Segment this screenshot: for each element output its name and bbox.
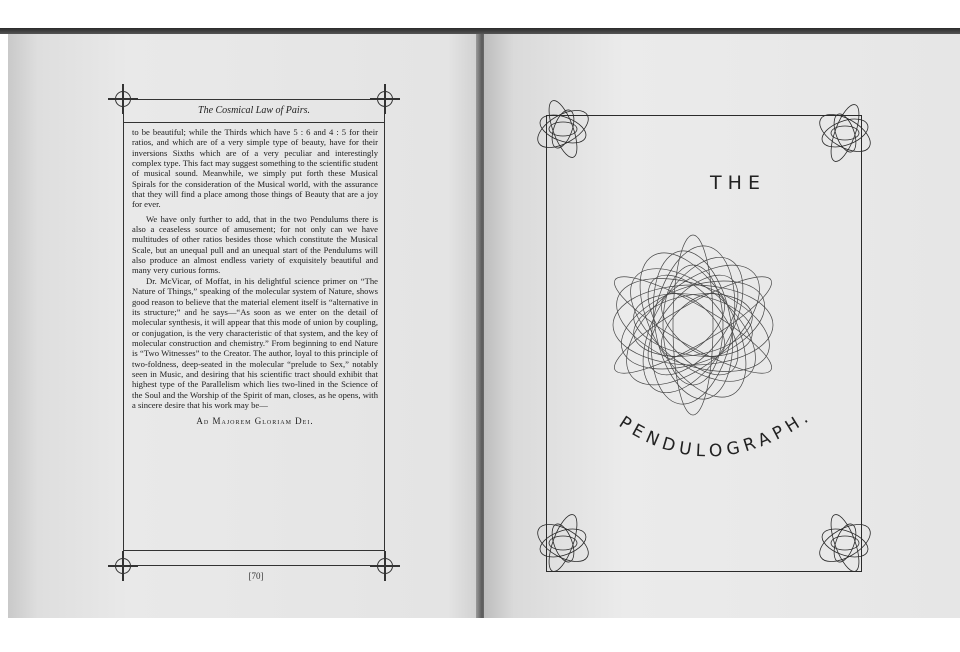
closing-dedication: Ad Majorem Gloriam Dei. — [196, 416, 314, 427]
page-number: [70] — [248, 571, 264, 581]
title-pendulograph — [600, 380, 860, 500]
paragraph: Dr. McVicar, of Moffat, in his delightful science primer on “The Nature of Things,” speaking of the molecular system of Nature, shows good reason to believe that the material element itself is “alternative in its structure;” and he says—“As soon as we enter on the detail of molecular synthesis, it will appear that this mode of union by coupling, or conjugation, is the very characteristic of that system, and the key of molecular construction and chemistry.” From beginning to end Nature is “Two Witnesses” to the Creator. The author, loyal to this principle of two-foldness, deep-seated in the molecular “prelude to Sex,” notably seen in Music, and desiring that his scientific tract should exhibit that highest type of the Parallelism which lies two-lined in the Science of the Soul and the Worship of the Spirit of man, closes, as he opens, with a sincere desire that his work may be— — [132, 275, 378, 410]
paragraph: to be beautiful; while the Thirds which have 5 : 6 and 4 : 5 for their ratios, and which are of a very simple type of beauty, have for their inversions Sixths which are of a very peculiar and interestingly complex type. This fact may suggest something to the scientific student of musical sound. Meanwhile, we simply put forth these Musical Spirals for the consideration of the Musical world, with the assurance that they will find a place among those things of Beauty that are a joy for ever. — [132, 127, 378, 210]
corner-spiral-icon — [528, 498, 598, 588]
paragraph: We have only further to add, that in the two Pendulums there is also a ceaseless source of amusement; for not only can we have multitudes of other ratios besides those which constitute the Musical Scale, but an unequal pull and an unequal start of the Pendulums will also produce an almost endless variety of exquisitely beautiful and many very curious forms. — [132, 213, 378, 276]
footer-rule — [124, 550, 384, 551]
corner-spiral-icon — [528, 84, 598, 174]
running-head: The Cosmical Law of Pairs. — [198, 105, 310, 116]
corner-ornament-icon — [377, 558, 393, 574]
corner-spiral-icon — [810, 498, 880, 588]
corner-ornament-icon — [115, 558, 131, 574]
header-rule — [124, 122, 384, 123]
corner-spiral-icon — [810, 88, 880, 178]
title-the: THE — [710, 172, 766, 194]
left-page-frame — [123, 99, 385, 566]
body-text — [132, 127, 378, 427]
title-pendulograph-text: PENDULOGRAPH. — [615, 405, 817, 462]
bottom-margin — [0, 618, 960, 652]
svg-text:PENDULOGRAPH. — [615, 405, 816, 461]
